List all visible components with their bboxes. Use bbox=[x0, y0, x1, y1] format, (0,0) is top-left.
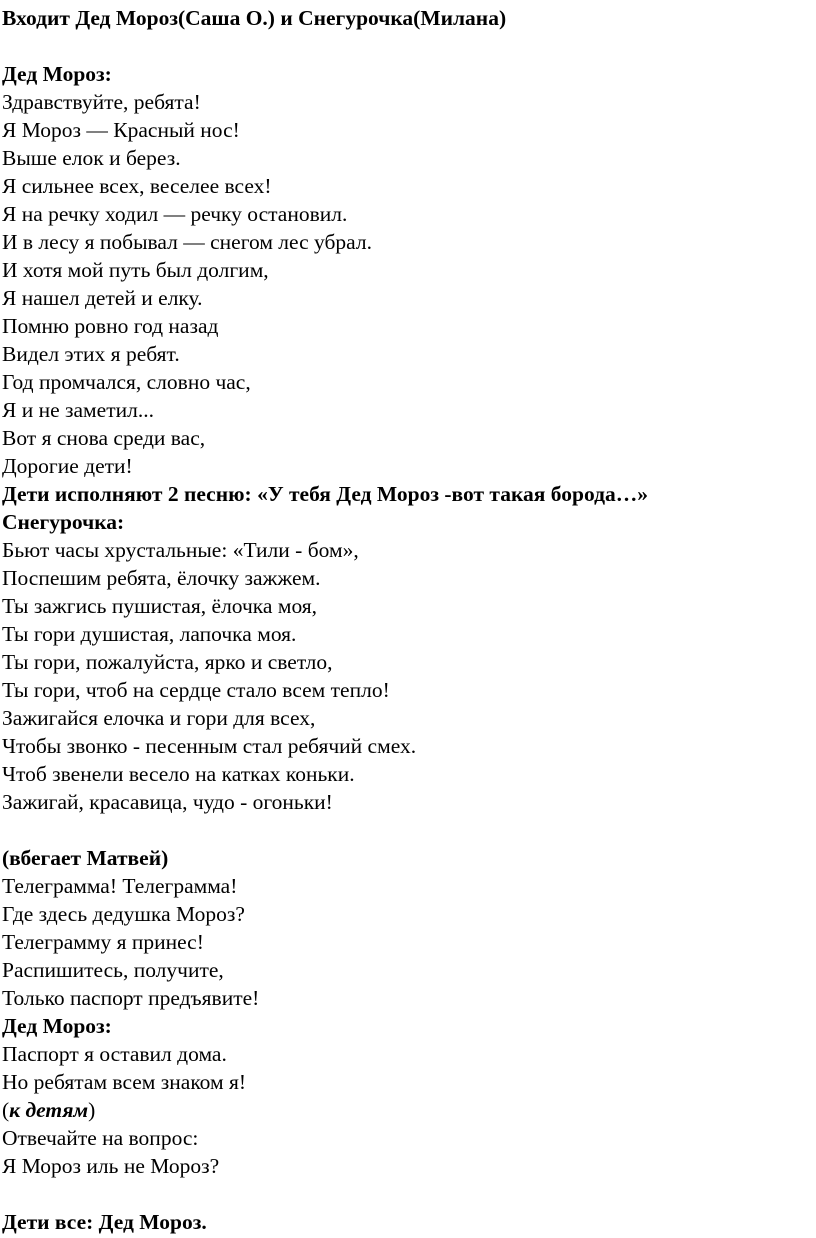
verse-line: Я Мороз иль не Мороз? bbox=[2, 1154, 220, 1178]
verse-line: Ты гори душистая, лапочка моя. bbox=[2, 622, 297, 646]
verse-line: Я Мороз — Красный нос! bbox=[2, 118, 240, 142]
verse-line: Телеграмма! Телеграмма! bbox=[2, 874, 238, 898]
speaker-label: Дед Мороз: bbox=[2, 62, 112, 86]
song-direction: Дети исполняют 2 песню: «У тебя Дед Мороз -вот такая борода…» bbox=[2, 482, 648, 506]
verse-line: Бьют часы хрустальные: «Тили - бом», bbox=[2, 538, 359, 562]
verse-line: Чтобы звонко - песенным стал ребячий смех. bbox=[2, 734, 417, 758]
verse-line: Распишитесь, получите, bbox=[2, 958, 224, 982]
stage-aside bbox=[2, 1096, 95, 1124]
verse-line: Дорогие дети! bbox=[2, 454, 133, 478]
scene-heading: Входит Дед Мороз(Саша О.) и Снегурочка(Милана) bbox=[2, 6, 507, 30]
verse-line: Ты гори, пожалуйста, ярко и светло, bbox=[2, 650, 333, 674]
speaker-label: Снегурочка: bbox=[2, 510, 125, 534]
verse-line: Только паспорт предъявите! bbox=[2, 986, 260, 1010]
aside-paren-close: ) bbox=[88, 1098, 96, 1122]
verse-line: Я нашел детей и елку. bbox=[2, 286, 203, 310]
verse-line: Где здесь дедушка Мороз? bbox=[2, 902, 245, 926]
aside-paren-open: ( bbox=[2, 1098, 10, 1122]
verse-line: Видел этих я ребят. bbox=[2, 342, 180, 366]
verse-line: Отвечайте на вопрос: bbox=[2, 1126, 199, 1150]
verse-line: И в лесу я побывал — снегом лес убрал. bbox=[2, 230, 373, 254]
speaker-label: Дед Мороз: bbox=[2, 1014, 112, 1038]
verse-line: Поспешим ребята, ёлочку зажжем. bbox=[2, 566, 321, 590]
verse-line: Вот я снова среди вас, bbox=[2, 426, 206, 450]
verse-line: Я на речку ходил — речку остановил. bbox=[2, 202, 348, 226]
verse-line: Зажигайся елочка и гори для всех, bbox=[2, 706, 316, 730]
verse-line: Паспорт я оставил дома. bbox=[2, 1042, 227, 1066]
verse-line: Ты зажгись пушистая, ёлочка моя, bbox=[2, 594, 318, 618]
verse-line: Я и не заметил... bbox=[2, 398, 154, 422]
verse-line: Телеграмму я принес! bbox=[2, 930, 204, 954]
verse-line: Ты гори, чтоб на сердце стало всем тепло! bbox=[2, 678, 390, 702]
stage-direction: (вбегает Матвей) bbox=[2, 846, 169, 870]
verse-line: И хотя мой путь был долгим, bbox=[2, 258, 269, 282]
verse-line: Выше елок и берез. bbox=[2, 146, 181, 170]
verse-line: Зажигай, красавица, чудо - огоньки! bbox=[2, 790, 333, 814]
verse-line: Но ребятам всем знаком я! bbox=[2, 1070, 247, 1094]
verse-line: Год промчался, словно час, bbox=[2, 370, 251, 394]
aside-text: к детям bbox=[9, 1098, 89, 1122]
verse-line: Здравствуйте, ребята! bbox=[2, 90, 201, 114]
verse-line: Я сильнее всех, веселее всех! bbox=[2, 174, 272, 198]
verse-line: Чтоб звенели весело на катках коньки. bbox=[2, 762, 355, 786]
verse-line: Помню ровно год назад bbox=[2, 314, 219, 338]
children-answer: Дети все: Дед Мороз. bbox=[2, 1210, 207, 1234]
